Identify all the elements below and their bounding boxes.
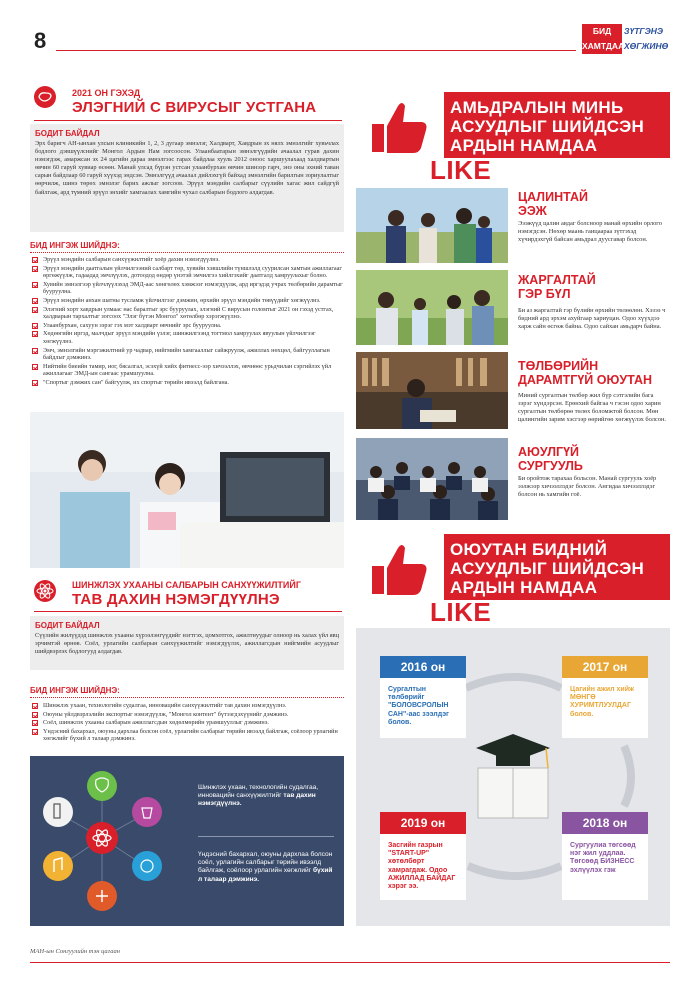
section2-title: ТАВ ДАХИН НЭМЭГДҮҮЛНЭ <box>72 591 280 608</box>
like-label: LIKE <box>430 597 492 627</box>
science-infographic <box>30 756 344 926</box>
student-timeline <box>356 628 670 926</box>
info-divider <box>198 836 334 837</box>
solutions-title: БИД ИНГЭЖ ШИЙДНЭ: <box>30 241 120 250</box>
dotted-divider <box>30 252 344 253</box>
story-text-2: Би аз жаргалтай гэр бүлийн өрхийн төлөөлөн. Хэзээ ч бидний ард эрхэм ахуйгаар хариуцан. Одоо хүүхдээ харж сайн өсгөж байна. Одоо сайхан амьдарч байна. <box>518 307 666 330</box>
section1-small-title: 2021 ОН ГЭХЭД <box>72 88 141 98</box>
story-text-4: Би оройтож тарахаа больсон. Манай сургууль хоёр ээлжээр хичээллэдэг болсон. Ангидаа хичээллэдэг болсон нь хамгийн гоё. <box>518 475 657 498</box>
like-banner-1 <box>356 92 670 158</box>
thumbs-up-icon <box>368 538 430 600</box>
footer-text: МАН-ын Сонгуулийн тэн цагаан <box>30 948 120 955</box>
thumbs-up-icon <box>368 96 430 158</box>
banner-line-3: АРДЫН НАМДАА <box>450 578 598 597</box>
atom-icon <box>34 580 56 602</box>
list-item: Эрүүл мэндийн анхан шатны тусламж үйлчилгээг дэмжин, өрхийн эрүүл мэндийн төвүүдийг хөгжүүлнэ. <box>32 297 344 305</box>
checkbox-icon <box>32 720 38 726</box>
info-text-culture: Үндэсний бахархал, оюуны дархлаа болсон соёл, урлагийн салбарыг төрийн ивээлд байлгаж, соёлоор урлагийн хөгжлийг бүхий л талаар дэмжинэ. <box>198 851 333 883</box>
story-photo-school <box>356 438 508 520</box>
solutions-list <box>32 702 344 744</box>
banner-line-1: АМЬДРАЛЫН МИНЬ <box>450 98 624 117</box>
solutions-list <box>32 256 344 388</box>
checkbox-icon <box>32 348 38 354</box>
timeline-card-2016 <box>380 656 466 738</box>
checkbox-icon <box>32 282 38 288</box>
liver-icon <box>34 86 56 108</box>
fact-box-title: БОДИТ БАЙДАЛ <box>35 129 100 138</box>
timeline-text: Засгийн газрын "START-UP" хөтөлбөрт хамрагдаж. Одоо АЖИЛЛАД БАЙДАГ хэрэг ээ. <box>388 842 456 891</box>
list-item: Соёл, шинжлэх ухааны салбарын ажиллагсдын хөдөлмөрийн урамшууллыг дэмжинэ. <box>32 719 344 727</box>
like-label: LIKE <box>430 155 492 185</box>
fact-box-text: Сүүлийн жилүүдэд шинжлэх ухааны хүрээлэнгүүдийг нэгтгэх, цомхотгох, ажилтнуудыг олноор нь халах үйл явц эрчимтэй өрнөв. Соёл, урлагийн салбарын санхүүжилтийг нэмэгдүүлэх, ажиллагсдын нийгмийн асуудлыг шийдвэрлэх бодлогууд алдагдав. <box>35 632 339 656</box>
checkbox-icon <box>32 307 38 313</box>
banner-line-1: ОЮУТАН БИДНИЙ <box>450 540 608 559</box>
timeline-year: 2019 он <box>380 812 466 834</box>
science-icons-cluster <box>30 756 180 926</box>
checkbox-icon <box>32 703 38 709</box>
section2-divider <box>34 611 342 612</box>
doctors-photo <box>30 412 344 568</box>
story-photo-mother <box>356 188 508 263</box>
story-title-2: ЖАРГАЛТАЙ ГЭР БҮЛ <box>518 273 596 301</box>
checkbox-icon <box>32 364 38 370</box>
timeline-year: 2017 он <box>562 656 648 678</box>
timeline-text: Сургуулиа төгсөөд нэг жил уддлаа. Төгсөөд БИЗНЕСС эхлүүлэх гэж <box>570 842 636 874</box>
checkbox-icon <box>32 298 38 304</box>
timeline-card-2019 <box>380 812 466 900</box>
banner-line-2: АСУУДЛЫГ ШИЙДСЭН <box>450 559 645 578</box>
solutions-title: БИД ИНГЭЖ ШИЙДНЭ: <box>30 686 120 695</box>
timeline-year: 2018 он <box>562 812 648 834</box>
list-item: "Спортыг дэмжих сан" байгуулж, их спортыг төрийн ивээлд байлгана. <box>32 379 344 387</box>
list-item: Улаанбурхан, сахуун зэрэг гэх мэт халдварт өвчнийг эрс бууруулна. <box>32 322 344 330</box>
timeline-card-2018 <box>562 812 648 900</box>
list-item: Хөдөөгийн иргэд, малчдыг эрүүл мэндийн үзлэг, шинжилгээнд тогтмол хамруулах явуулын үйлчилгээг хөгжүүлнэ. <box>32 330 344 345</box>
info-text-science: Шинжлэх ухаан, технологийн судалгаа, инновацийн санхүүжилтийг тав дахин нэмэгдүүлнэ. <box>198 784 319 808</box>
timeline-card-2017 <box>562 656 648 738</box>
timeline-text: Цагийн ажил хийж МӨНГӨ ХУРИМТЛУУЛДАГ болов. <box>570 686 634 718</box>
party-logo: БИД ХАМТДАА ЗҮТГЭНЭ ХӨГЖИНӨ <box>582 24 670 54</box>
story-photo-family <box>356 270 508 345</box>
banner-line-3: АРДЫН НАМДАА <box>450 136 598 155</box>
checkbox-icon <box>32 331 38 337</box>
section2-small-title: ШИНЖЛЭХ УХААНЫ САЛБАРЫН САНХҮҮЖИЛТИЙГ <box>72 580 301 590</box>
checkbox-icon <box>32 257 38 263</box>
like-banner-2 <box>356 534 670 600</box>
timeline-text: Сургалтын төлбөрийг "БОЛОВСРОЛЫН САН"-аас зээлдэг болов. <box>388 686 449 726</box>
story-title-1: ЦАЛИНТАЙ ЭЭЖ <box>518 190 588 218</box>
list-item: Элэгний хорт хавдрын улмаас нас баралтыг эрс бууруулах, элэгний С вирусын голомтыг 2021 он гэхэд устгах, халдварын тархалтыг зогсоох "Элэг бүтэн Монгол" хөтөлбөр хэрэгжүүлнэ. <box>32 306 344 321</box>
fact-box-text: Эрх баригч АН-ынхан улсын клиникийн 1, 2, 3 дугаар эмнэлэг, Халдварт, Хавдрын эх нялх эмнэлгийг хувьчлах бодлого дэвшүүлснийг Монгол Ардын Нам зогсоосон. Улаанбаатарын эмнэлгүүдийн ачаалал гурав дахин нэмэгдэж, амаржсан эх 24 цагийн дараа эмнэлгээс гарах байдлаа хууль 2012 оноос харшуулахаад халдвартын өвчин 60 гаруй хувиар өсөөн. Манай улсад бүрэн устсан улаанбурхан өвчин шинээр гарч, энэ оны эхний таван сарын байдлаар 60 гаруй хүүхэд эндсэн. Эмнэлгүүд ачаалал дийлэхгүй байхад эмнэлгийн барилгын зориулалтыг өөрчилж, шинэ төрөх эмнэлэг барих ажлыг зогсоов. Эрүүл мэндийн салбарыг сүүлийн хагас жил сайдгүй байлгаж, ард түмний эрүүл энхийг хамгаалах хамгийн чухал салбарын бодлого алдагдав. <box>35 140 339 196</box>
story-text-1: Эээжүүд цалин авдаг болсноор манай өрхийн орлого нэмэгдсэн. Нөхөр маань гаицаараа зүтгэхэд хүчирдэхгүй байсан амьдрал дуусгавар болсон. <box>518 220 662 243</box>
list-item: Эрүүл мэндийн салбарын санхүүжилтийг хоёр дахин нэмэгдүүлнэ. <box>32 256 344 264</box>
page-number: 8 <box>34 28 47 53</box>
list-item: Оюуны үйлдвэрлэлийн экспортыг нэмэгдүүлж, "Монгол контент" бүтээгдэхүүнийг дэмжинэ. <box>32 711 344 719</box>
story-title-4: АЮУЛГҮЙ СУРГУУЛЬ <box>518 445 583 473</box>
checkbox-icon <box>32 266 38 272</box>
list-item: Эрүүл мэндийн даатгалын үйлчилгээний салбарт төр, хувийн хэвшлийн түншлэлд суурилсан хамтын ажиллагааг өргөжүүлж, гадаадад эмчлүүлэх, дотоодод өндөр үнэтэй эмчилгээ хийлгэхийг даатгалд хамруулахыг болно. <box>32 265 344 280</box>
banner-line-2: АСУУДЛЫГ ШИЙДСЭН <box>450 117 645 136</box>
section1-title: ЭЛЭГНИЙ С ВИРУСЫГ УСТГАНА <box>72 99 317 116</box>
fact-box-title: БОДИТ БАЙДАЛ <box>35 621 100 630</box>
list-item: Хувийн эмнэлгээр үйлчлүүлэхэд ЭМД-аас хөнгөлөх хэмжээг нэмэгдүүлж, ард иргэдэд учрах төлбөрийн дарамтыг бууруулна. <box>32 281 344 296</box>
list-item: Шинжлэх ухаан, технологийн судалгаа, инновацийн санхүүжилтийг тав дахин нэмэгдүүлнэ. <box>32 702 344 710</box>
list-item: Үндэсний бахархал, оюуны дархлаа болсон соёл, урлагийн салбарыг төрийн ивээлд байлгаж, соёлоор урлагийн хөгжлийг бүхий л талаар дэмжинэ. <box>32 728 344 743</box>
story-photo-student <box>356 352 508 429</box>
section1-fact-box <box>30 124 344 232</box>
checkbox-icon <box>32 380 38 386</box>
list-item: Нийтийн биеийн тамир, иог, бясалгал, эсэхүй хийх фитнесс-ээр хичээллэх, өвчнөөс урьдчилан сэргийлэх үйл ажиллагааг ЭМД-ын сангаас урамшуулна. <box>32 363 344 378</box>
story-text-3: Миний сургалтын төлбөр жил бүр сэтгэлийн бага зэрэг хүндэрсэн. Ерөнхий байгаа ч гэсэн одоо харин сургалтын төлбөрөө төлөх боломжтой болсон. Мөн цалингийн зарим хэсгээр өөрийгөө хөгжүүлэх болсон. <box>518 392 666 423</box>
footer-divider <box>30 962 670 963</box>
dotted-divider <box>30 697 344 698</box>
list-item: Эмч, эмнэлгийн мэргэжилтний ур чадвар, нийгмийн хамгааллыг сайжруулж, ажиллах нөхцөл, байгууллагын байдлыг дэмжинэ. <box>32 347 344 362</box>
checkbox-icon <box>32 712 38 718</box>
section2-fact-box <box>30 616 344 670</box>
timeline-year: 2016 он <box>380 656 466 678</box>
header-divider <box>56 50 576 51</box>
checkbox-icon <box>32 323 38 329</box>
checkbox-icon <box>32 729 38 735</box>
section1-divider <box>34 120 342 121</box>
story-title-3: ТӨЛБӨРИЙН ДАРАМТГҮЙ ОЮУТАН <box>518 359 653 387</box>
